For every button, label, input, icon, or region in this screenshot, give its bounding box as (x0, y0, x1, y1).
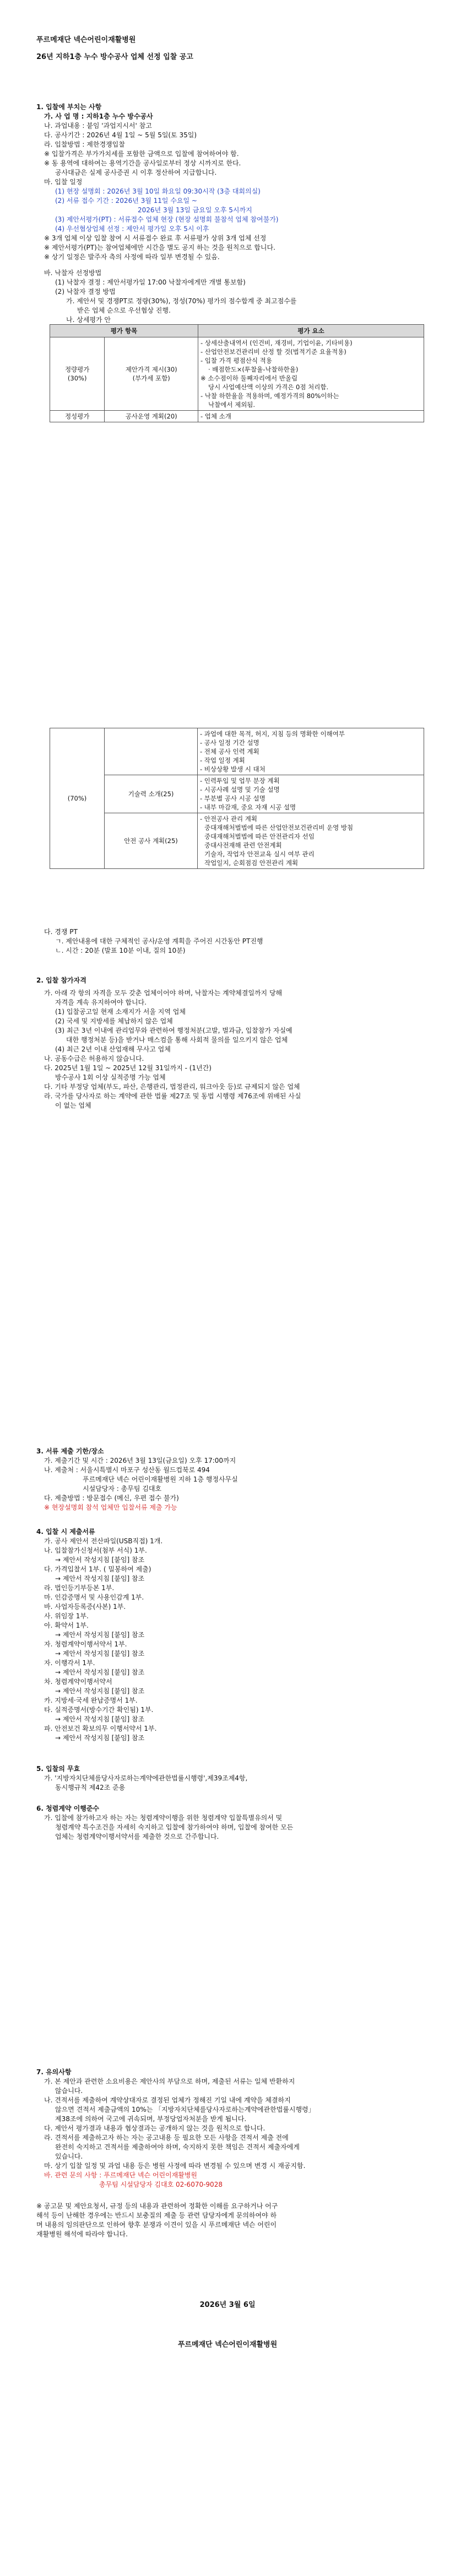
item-line: 바. 사업자등록증(사본) 1부. (44, 1603, 126, 1611)
table-row (50, 775, 424, 813)
section-heading: 5. 입찰의 무효 (36, 1765, 80, 1773)
element-line: - 시공사례 설명 및 기술 설명 (200, 786, 280, 793)
element-line: 낙찰에서 제외됨. (208, 401, 256, 409)
item-line: ㄱ. 제안내용에 대한 구체적인 공사/운영 계획을 주어진 시간동안 PT진행 (55, 937, 263, 945)
item-line: 마. 상기 입찰 일정 및 과업 내용 등은 병원 사정에 따라 변경될 수 있으며 변경 시 재공지함. (44, 2162, 306, 2170)
item-line: 라. 국가를 당사자로 하는 계약에 관한 법률 제27조 및 동법 시행령 제76조에 위배된 사실 (44, 1092, 301, 1100)
section-7 (0, 2068, 455, 2239)
element-line: · 배점한도×(투찰율-낙찰하한율) (208, 366, 299, 373)
table-header-item: 평가 항목 (50, 325, 198, 337)
category-label: 정량평가 (64, 366, 90, 373)
item-line: 라. 견적서를 제출하고자 하는 자는 공고내용 등 필요한 모든 사항을 견적서 제출 전에 (44, 2134, 289, 2142)
item-line: → 제안서 작성지침 [붙임] 참조 (55, 1687, 145, 1695)
evaluation-table (50, 324, 424, 422)
item-line: 자. 청렴계약이행서약서 1부. (44, 1640, 127, 1648)
table-cell (105, 728, 198, 775)
item-line: 가. 아래 각 항의 자격을 모두 갖춘 업체이어야 하며, 낙찰자는 계약체결일까지 당해 (44, 989, 283, 997)
section-5 (0, 1764, 455, 1793)
item-line: 업체는 청렴계약이행서약서를 제출한 것으로 간주합니다. (55, 1833, 219, 1840)
item-line: 이 없는 업체 (55, 1102, 91, 1109)
note-line: ※ 제안서평가(PT)는 참여업체에만 시간을 별도 공지 하는 것을 원칙으로 합니다. (44, 244, 275, 251)
item-line: → 제안서 작성지침 [붙임] 참조 (55, 1556, 145, 1564)
table-cell (198, 813, 424, 869)
item-line: ※ 입찰가격은 부가가치세를 포함한 금액으로 입찰에 참여하여야 함. (44, 150, 239, 158)
item-line: (3) 최근 3년 이내에 관리업무와 관련하여 행정처분(고발, 벌과금, 입찰참가 자실예 (55, 1027, 292, 1034)
element-line: - 인력투입 및 업무 분장 계획 (200, 777, 280, 785)
section-heading: 2. 입찰 참가자격 (36, 976, 86, 984)
item-line: ※ 동 용역에 대하여는 용역기간을 공사일로부터 정상 시까지로 한다. (44, 159, 241, 167)
item-line: (1) 입찰공고일 현재 소재지가 서울 지역 업체 (55, 1008, 186, 1016)
item-line: 있습니다. (55, 2153, 83, 2160)
item-line: 시설담당자 : 총무팀 김대호 (83, 1485, 161, 1493)
item-line: 다. 경쟁 PT (44, 928, 78, 936)
table-cell (198, 728, 424, 775)
section-heading: 7. 유의사항 (36, 2068, 72, 2076)
item-line: 대한 행정처분 등)을 받거나 매스컴을 통해 사회적 물의를 일으키지 않은 업체 (66, 1036, 288, 1044)
item-line: 가. 제출기간 및 시간 : 2026년 3월 13일(금요일) 오후 17:00까지 (44, 1457, 236, 1464)
header-org: 푸르메재단 넥슨어린이재활병원 (36, 36, 136, 44)
document-header (0, 35, 455, 62)
category-percent: (30%) (67, 374, 87, 382)
item-line: 다. 제출방법 : 방문접수 (메신, 우편 접수 불가) (44, 1494, 179, 1502)
item-line: → 제안서 작성지침 [붙임] 참조 (55, 1575, 145, 1582)
item-line: 가. 사 업 명 : 지하1층 누수 방수공사 (44, 112, 153, 120)
element-line: - 비상상황 발생 시 대처 (200, 765, 266, 773)
schedule-line: (1) 현장 설명회 : 2026년 3월 10일 화요일 09:30시작 (3층 대회의실) (55, 187, 261, 195)
item-line: 차. 청렴계약이행서약서 (44, 1678, 112, 1686)
item-line: 자격을 계속 유지하여야 합니다. (55, 999, 147, 1006)
table-row (50, 813, 424, 869)
schedule-line: 2026년 3월 13일 금요일 오후 5시까지 (138, 206, 252, 214)
item-line: 다. 가격입찰서 1부. ( 밀봉하여 제출) (44, 1565, 151, 1573)
footnote-line: 재활병원 해석에 따라야 합니다. (36, 2230, 128, 2238)
warning-line: ※ 현장설명회 참석 업체만 입찰서류 제출 가능 (44, 1504, 177, 1511)
section-heading: 4. 입찰 시 제출서류 (36, 1528, 95, 1536)
item-line: 자. 이행각서 1부. (44, 1659, 95, 1667)
item-line: 나. 과업내용 : 붙임 '과업지시서' 참고 (44, 122, 152, 130)
table-cell: 공사운영 계획(20) (105, 411, 198, 422)
item-line: 청렴계약 특수조건을 자세히 숙지하고 입찰에 참가하여야 하며, 입찰에 참여한 모든 (55, 1823, 294, 1831)
item-line: → 제안서 작성지침 [붙임] 참조 (55, 1715, 145, 1723)
item-line: 동시행규칙 제42조 준용 (55, 1784, 126, 1791)
element-line: - 내부 마감재, 중요 자재 시공 설명 (200, 803, 296, 811)
footnote-line: ※ 공고문 및 제안요청서, 규정 등의 내용과 관련하여 정확한 이해를 요구하거나 어구 (36, 2202, 278, 2210)
element-line: - 산업안전보건관리비 산정 할 것(법적기준 요율적용) (201, 348, 346, 356)
item-line: 받은 업체 순으로 우선협상 진행. (77, 307, 171, 314)
element-line: - 입찰 가격 평점산식 적용 (201, 357, 272, 364)
element-line: - 상세산출내역서 (인건비, 재경비, 기업이윤, 기타비용) (201, 339, 353, 347)
contact-line: 총무팀 시설담당자 김대호 02-6070-9028 (99, 2181, 223, 2188)
item-line: (2) 국세 및 지방세를 체납하지 않은 업체 (55, 1017, 173, 1025)
table-cell: (70%) (50, 728, 105, 869)
table-row (50, 411, 424, 422)
item-line: → 제안서 작성지침 [붙임] 참조 (55, 1734, 145, 1742)
element-line: 중대사전재해 관련 안전계획 (204, 841, 282, 849)
element-line: 작업일지, 순회점검 안전관리 계획 (204, 859, 299, 867)
item-line: 아. 확약서 1부. (44, 1622, 89, 1629)
table-header-element: 평가 요소 (198, 325, 424, 337)
footer-date: 2026년 3월 6일 (199, 2301, 256, 2309)
item-line: 라. 입찰방법 : 제한경쟁입찰 (44, 141, 125, 148)
schedule-line: (4) 우선협상업체 선정 : 제안서 평가일 오후 5시 이후 (55, 225, 209, 233)
section-4 (0, 1527, 455, 1743)
table-cell (198, 775, 424, 813)
item-line: 파. 안전보건 확보의무 이행서약서 1부. (44, 1725, 157, 1732)
element-line: - 공사 일정 기간 설명 (200, 739, 259, 747)
item-line: 않으면 견적서 제출금액의 10%는 「지방자치단체를당사자로하는계약에관한법률시행령」 (55, 2106, 315, 2113)
item-line: → 제안서 작성지침 [붙임] 참조 (55, 1650, 145, 1657)
table-cell (105, 337, 198, 411)
table-cell (50, 337, 105, 411)
element-line: - 전체 공사 인력 계획 (200, 748, 259, 755)
item-line: (2) 낙찰자 결정 방법 (55, 288, 116, 296)
item-line: (4) 최근 2년 이내 산업재해 무사고 업체 (55, 1045, 171, 1053)
item-line: 다. 기타 부정당 업체(부도, 파산, 은행관리, 법정관리, 워크아웃 등)로 규제되지 않은 업체 (44, 1083, 300, 1091)
item-line: 가. 제안서 및 경쟁PT로 정량(30%), 정성(70%) 평가의 점수합계 중 최고점수를 (66, 297, 297, 305)
item-line: 가. 본 제안과 관련한 소요비용은 제안사의 부담으로 하며, 제출된 서류는 일체 반환하지 (44, 2078, 295, 2085)
element-line: - 낙찰 하한율을 적용하며, 예정가격의 80%이하는 (201, 392, 339, 400)
table-cell: 정성평가 (50, 411, 105, 422)
footnote-line: 해석 등이 난해한 경우에는 반드시 보충질의 제출 등 관련 담당자에게 문의하여야 하 (36, 2212, 277, 2219)
item-line: 방수공사 1회 이상 실적증명 가능 업체 (55, 1074, 166, 1081)
section-heading: 1. 입찰에 부치는 사항 (36, 103, 102, 111)
item-line: 마. 입찰 일정 (44, 178, 83, 186)
element-line: - 과업에 대한 목적, 허지, 지침 등의 명확한 이해여부 (200, 730, 345, 738)
note-line: ※ 3개 업체 이상 입찰 참여 시 서류접수 완료 후 서류평가 상위 3개 업체 선정 (44, 234, 267, 242)
section-heading: 3. 서류 제출 기한/장소 (36, 1447, 104, 1455)
item-line: 제38조에 의하여 국고에 귀속되며, 부정당업자처분을 받게 됩니다. (55, 2115, 247, 2123)
section-3 (0, 1447, 455, 1512)
item-line: 마. 인감증명서 및 사용인감계 1부. (44, 1593, 144, 1601)
note-line: ※ 상기 일정은 발주자 측의 사정에 따라 일부 변경될 수 있음. (44, 253, 220, 261)
sub-item-label: 제안가격 제시(30) (125, 366, 177, 373)
item-line: 나. 견적서를 제출하여 계약상대자로 결정된 업체가 정해진 기일 내에 계약을 체결하지 (44, 2096, 291, 2104)
item-line: ㄴ. 시간 : 20분 (발표 10분 이내, 질의 10분) (55, 947, 186, 954)
item-line: 다. 2025년 1월 1일 ~ 2025년 12월 31일까지 - (1년간) (44, 1064, 212, 1072)
contact-line: 바. 관련 문의 사항 : 푸르메재단 넥슨 어린이재활병원 (44, 2171, 197, 2179)
item-line: 바. 낙찰자 선정방법 (44, 269, 102, 277)
element-line: 당시 사업예산액 이상의 가격은 0점 처리함. (208, 383, 329, 391)
item-line: 나. 제출처 : 서울시특별시 마포구 성산동 월드컵북로 494 (44, 1466, 210, 1474)
item-line: 카. 지방세·국세 완납증명서 1부. (44, 1697, 138, 1704)
element-line: - 안전공사 관리 계획 (200, 815, 257, 823)
table-cell (198, 337, 424, 411)
table-row (50, 337, 424, 411)
item-line: 않습니다. (55, 2087, 83, 2095)
item-line: 공사대금은 실제 공사증권 시 이후 정산하여 지급합니다. (55, 169, 217, 176)
section-1 (0, 103, 455, 325)
item-line: 타. 실적증명서(방수기간 확인됨) 1부. (44, 1706, 154, 1714)
element-line: - 작업 일정 계획 (200, 756, 245, 764)
sub-item-note: (부가세 포함) (132, 374, 170, 382)
item-line: 다. 공사기간 : 2026년 4월 1일 ~ 5월 5일(토 35일) (44, 131, 197, 139)
element-line: ※ 소수점이하 둘째자리에서 반올림 (201, 374, 298, 382)
table-cell: 안전 공사 계획(25) (105, 813, 198, 869)
pt-section (0, 927, 455, 956)
item-line: 푸르메재단 넥슨 어린이재활병원 지하 1층 행정사무실 (83, 1475, 238, 1483)
item-line: 사. 위임장 1부. (44, 1612, 89, 1620)
element-line: 중대재해처벌법에 따른 안전관리자 선임 (204, 833, 315, 840)
item-line: 라. 법인등기부등본 1부. (44, 1584, 115, 1592)
table-cell: - 업체 소개 (198, 411, 424, 422)
item-line: → 제안서 작성지침 [붙임] 참조 (55, 1668, 145, 1676)
item-line: 완전히 숙지하고 견적서를 제출하여야 하며, 숙지하지 못한 책임은 견적서 제출자에게 (55, 2143, 300, 2151)
element-line: 기술자, 작업자 안전교육 실시 여부 관리 (204, 850, 315, 858)
schedule-line: (2) 서류 접수 기간 : 2026년 3월 11일 수요일 ~ (55, 197, 197, 205)
item-line: 다. 제안서 평가결과 내용과 협상결과는 공개하지 않는 것을 원칙으로 합니다. (44, 2124, 266, 2132)
section-2 (0, 976, 455, 1110)
schedule-line: (3) 제안서평가(PT) : 서류접수 업체 현장 (현장 설명회 불참석 업체 참여불가) (55, 216, 279, 223)
item-line: 가. 입찰에 참가하고자 하는 자는 청렴계약이행을 위한 청렴계약 입찰특별유의서 및 (44, 1814, 283, 1822)
item-line: 가. '지방자치단체를당사자로하는계약에관한법률시행령',제39조제4항, (44, 1774, 248, 1782)
element-line: 중대재해처벌법에 따른 산업안전보건관리비 운영 방침 (204, 824, 354, 831)
footer-org: 푸르메재단 넥슨어린이재활병원 (177, 2341, 278, 2349)
item-line: (1) 낙찰자 결정 : 제안서평가일 17:00 낙찰자에게만 개별 통보함) (55, 278, 246, 286)
item-line: 나. 공동수급은 허용하지 않습니다. (44, 1055, 144, 1062)
footnote-line: 며 내용의 임의판단으로 인하여 향후 분쟁과 이견이 있을 시 푸르메재단 넥슨 어린이 (36, 2221, 277, 2229)
item-line: 나. 상세평가 안 (66, 316, 111, 324)
table-row (50, 728, 424, 775)
page-title: 26년 지하1층 누수 방수공사 업체 선정 입찰 공고 (36, 53, 193, 61)
item-line: 가. 공사 제안서 전산파일(USB직접) 1개. (44, 1537, 163, 1545)
section-heading: 6. 청렴계약 이행준수 (36, 1805, 100, 1812)
item-line: → 제안서 작성지침 [붙임] 참조 (55, 1631, 145, 1639)
table-cell: 기술력 소개(25) (105, 775, 198, 813)
element-line: - 부분별 공사 시공 설명 (200, 795, 266, 802)
item-line: 나. 입찰참가신청서(첨부 서식) 1부. (44, 1547, 147, 1554)
evaluation-table-continued (50, 728, 424, 869)
section-6 (0, 1804, 455, 1842)
